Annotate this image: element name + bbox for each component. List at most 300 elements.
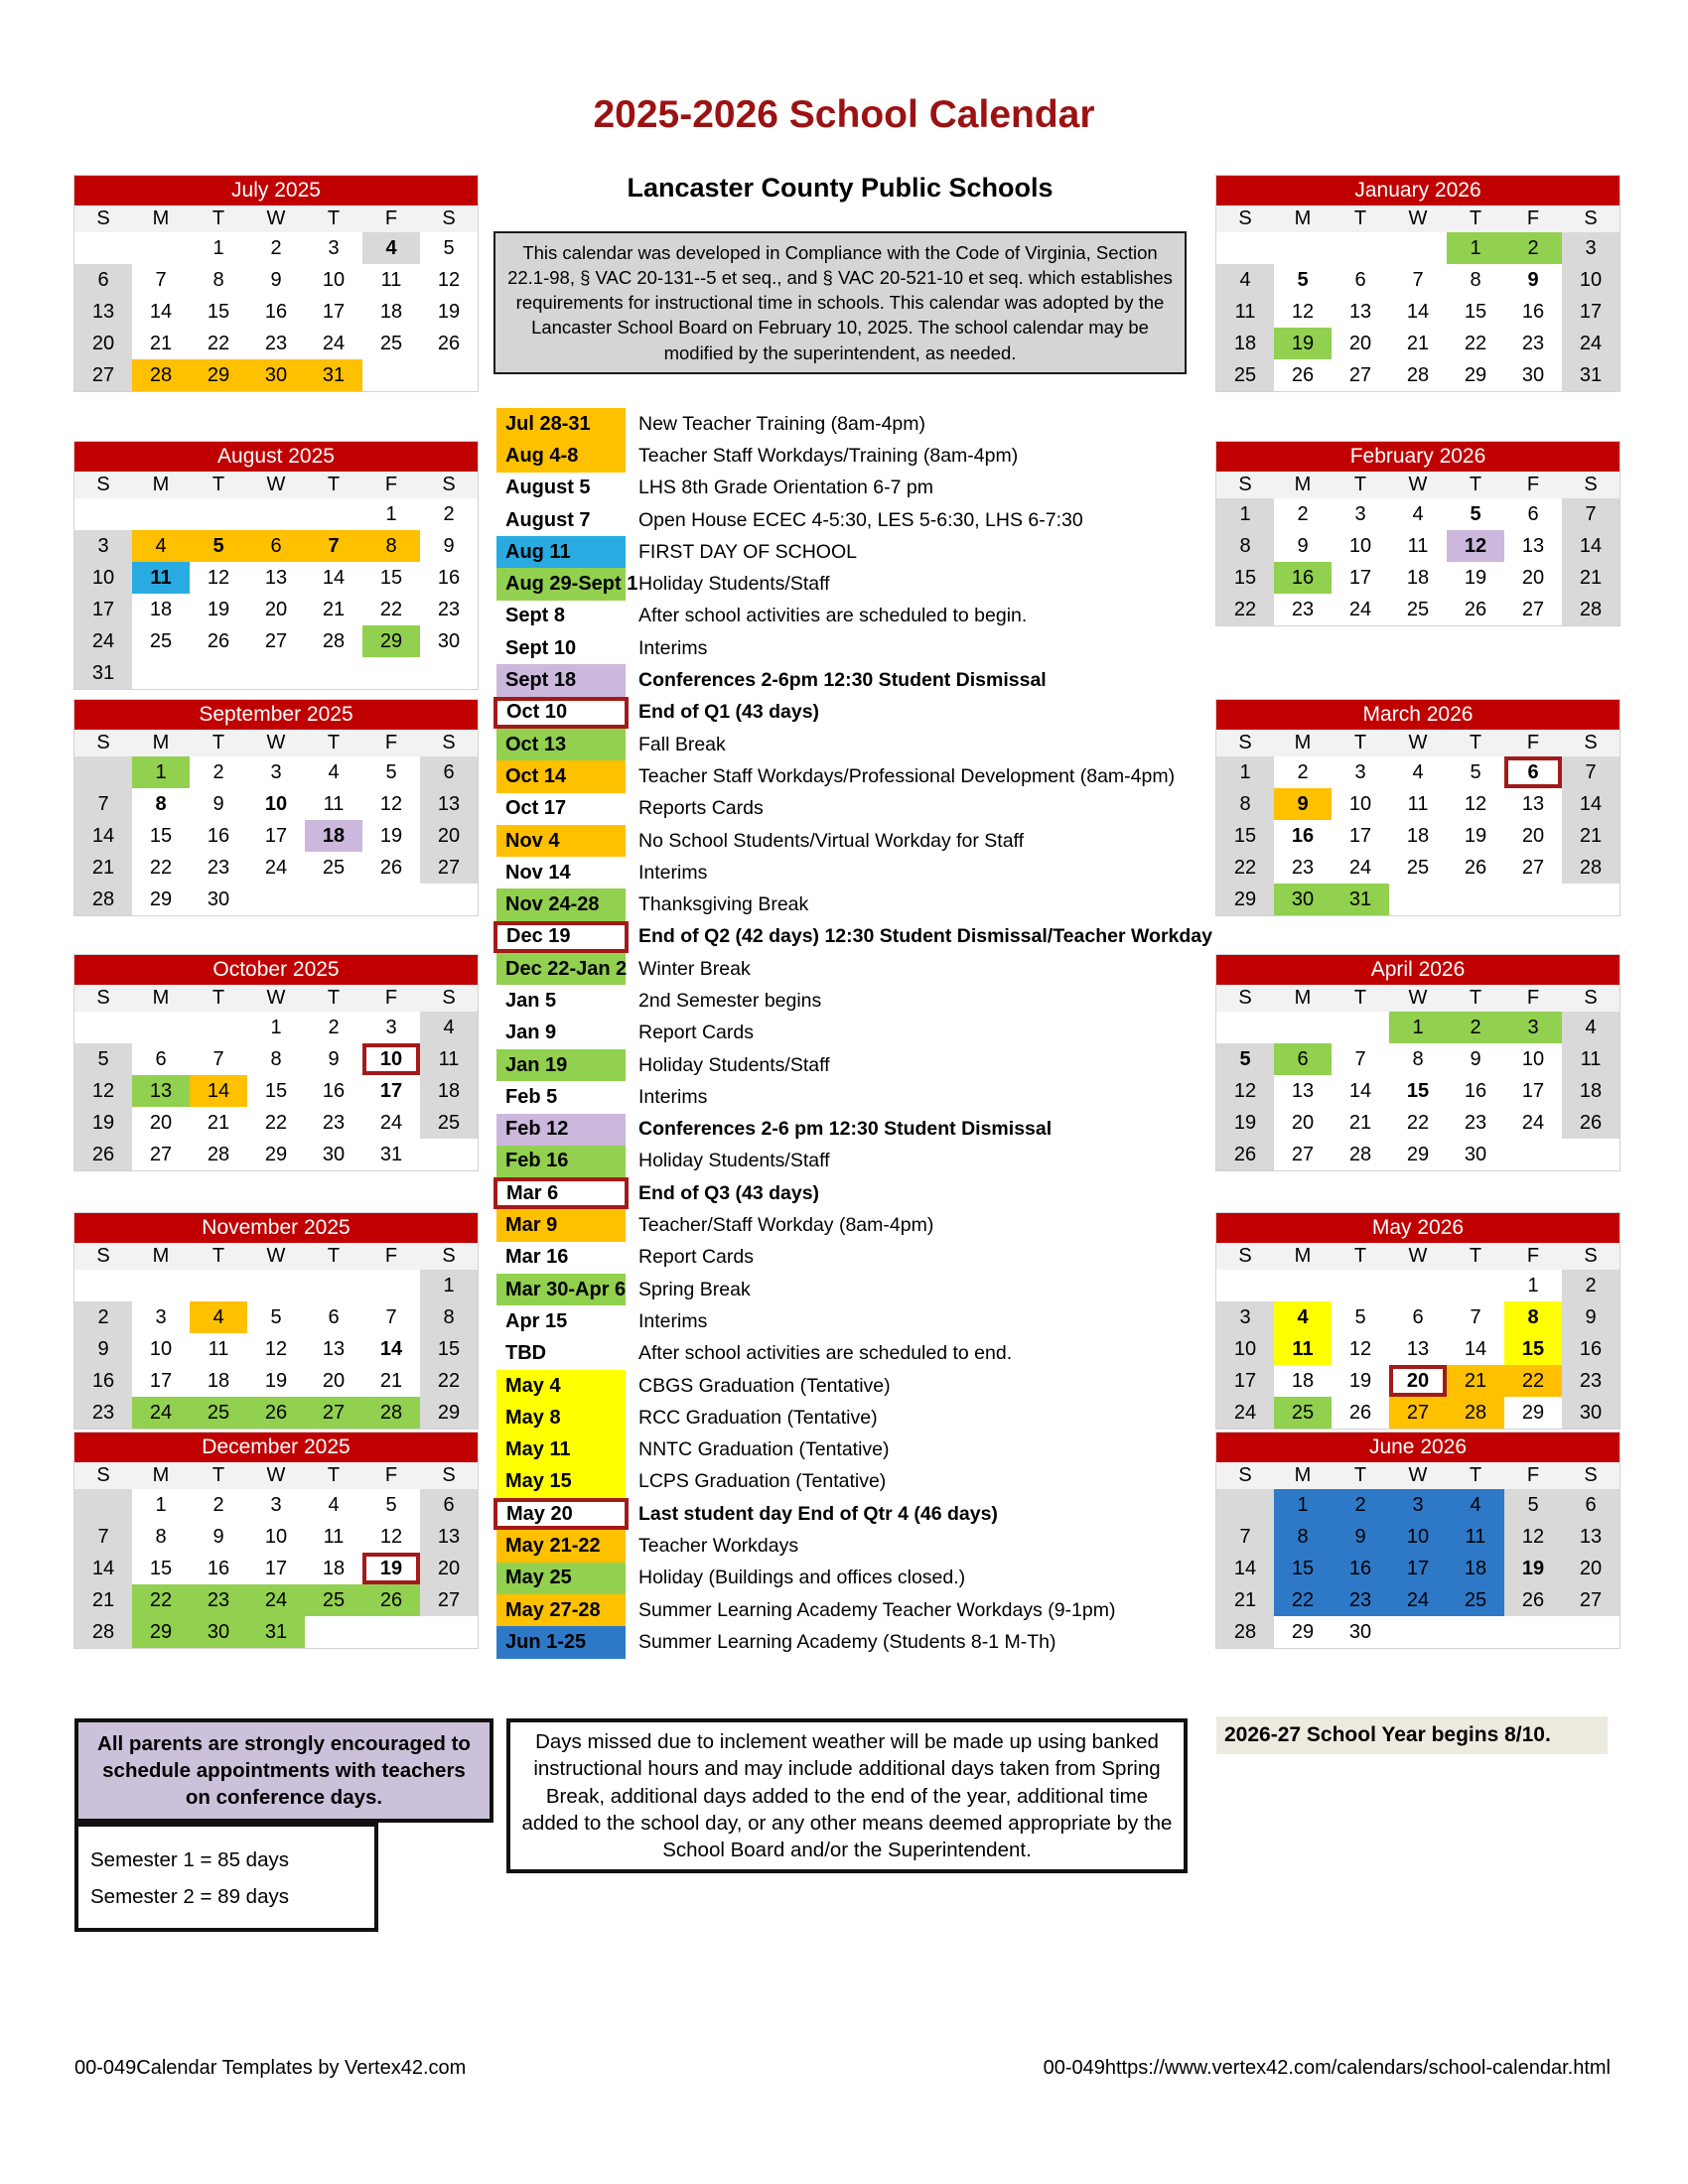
day-cell: 26 xyxy=(379,857,403,879)
event-description: New Teacher Training (8am-4pm) xyxy=(638,412,926,435)
day-cell: 17 xyxy=(149,1370,173,1392)
day-cell: 18 xyxy=(1406,825,1430,847)
day-cell: 24 xyxy=(1348,857,1372,879)
event-description: End of Q1 (43 days) xyxy=(638,701,820,724)
day-cell: 1 xyxy=(1274,1489,1332,1521)
day-cell xyxy=(190,657,247,689)
day-cell: 11 xyxy=(1407,535,1429,557)
day-cell: 24 xyxy=(132,1397,190,1429)
weekday-label: T xyxy=(1469,207,1482,229)
day-cell: 29 xyxy=(264,1144,288,1165)
day-cell: 15 xyxy=(264,1080,288,1102)
day-cell: 8 xyxy=(420,1301,478,1333)
day-cell: 2 xyxy=(270,237,282,259)
day-cell: 14 xyxy=(1406,301,1430,323)
day-cell: 26 xyxy=(74,1139,132,1170)
day-cell: 20 xyxy=(420,820,478,852)
weekday-header-row xyxy=(74,1462,478,1489)
day-cell: 11 xyxy=(1447,1521,1504,1553)
event-row xyxy=(493,1466,1189,1498)
weekday-label: T xyxy=(1353,732,1367,753)
day-cell: 5 xyxy=(385,1494,397,1516)
day-cell: 29 xyxy=(1291,1621,1315,1643)
day-cell: 30 xyxy=(247,359,305,391)
day-cell: 12 xyxy=(207,567,230,589)
day-cell: 14 xyxy=(1464,1338,1487,1360)
day-cell: 4 xyxy=(328,761,340,783)
event-row xyxy=(493,760,1189,792)
event-date-chip: May 20 xyxy=(493,1498,629,1530)
day-cell: 11 xyxy=(323,793,345,815)
weekday-label: S xyxy=(1584,207,1598,229)
day-cell: 3 xyxy=(1216,1301,1274,1333)
day-cell: 1 xyxy=(132,756,190,788)
day-cell: 27 xyxy=(1389,1397,1447,1429)
day-cell: 13 xyxy=(74,296,132,328)
day-cell: 11 xyxy=(1216,296,1274,328)
day-cell: 13 xyxy=(322,1338,346,1360)
day-cell xyxy=(420,1139,478,1170)
day-cell: 25 xyxy=(1447,1584,1504,1616)
day-cell: 8 xyxy=(1470,269,1481,291)
event-row xyxy=(493,1114,1189,1146)
event-description: 2nd Semester begins xyxy=(638,989,822,1012)
day-cell: 23 xyxy=(207,857,230,879)
day-cell: 17 xyxy=(1348,567,1372,589)
weekday-label: S xyxy=(1238,207,1252,229)
day-cell: 7 xyxy=(212,1048,224,1070)
weekday-label: S xyxy=(96,732,110,753)
day-cell: 9 xyxy=(328,1048,340,1070)
day-cell: 12 xyxy=(1504,1521,1562,1553)
event-row xyxy=(493,857,1189,888)
day-cell: 22 xyxy=(1216,852,1274,884)
weekday-header-row xyxy=(74,1243,478,1270)
key-dates-list xyxy=(493,408,1212,1659)
day-cell: 28 xyxy=(74,1616,132,1648)
day-cell: 2 xyxy=(74,1301,132,1333)
day-cell xyxy=(74,498,132,530)
event-row xyxy=(493,888,1189,920)
weekday-label: F xyxy=(384,732,398,753)
day-cell: 26 xyxy=(247,1397,305,1429)
day-cell: 20 xyxy=(322,1370,346,1392)
day-cell: 17 xyxy=(379,1080,403,1102)
event-date-chip: May 11 xyxy=(496,1434,626,1466)
event-description: Conferences 2-6pm 12:30 Student Dismissal xyxy=(638,669,1047,692)
event-row xyxy=(493,504,1189,536)
day-cell: 4 xyxy=(1216,264,1274,296)
event-description: FIRST DAY OF SCHOOL xyxy=(638,540,857,563)
day-cell xyxy=(1389,232,1447,264)
day-cell: 29 xyxy=(420,1397,478,1429)
day-cell: 5 xyxy=(1470,761,1481,783)
day-cell: 10 xyxy=(1348,535,1372,557)
weekday-label: W xyxy=(266,732,286,753)
event-row xyxy=(493,536,1189,568)
weekday-label: T xyxy=(327,732,341,753)
event-description: After school activities are scheduled to end. xyxy=(638,1342,1013,1365)
event-row xyxy=(493,1594,1189,1626)
event-description: Interims xyxy=(638,1309,708,1332)
day-cell: 3 xyxy=(1504,1012,1562,1043)
day-cell: 25 xyxy=(322,857,346,879)
day-cell: 2 xyxy=(1447,1012,1504,1043)
district-name: Lancaster County Public Schools xyxy=(627,173,1054,203)
day-cell: 30 xyxy=(1521,364,1545,386)
event-description: LCPS Graduation (Tentative) xyxy=(638,1470,887,1493)
weekday-label: M xyxy=(152,207,170,229)
day-cell: 10 xyxy=(264,793,288,815)
day-cell: 6 xyxy=(1562,1489,1619,1521)
day-cell: 14 xyxy=(1216,1553,1274,1584)
day-cell: 6 xyxy=(420,1489,478,1521)
day-cell: 31 xyxy=(305,359,362,391)
day-cell xyxy=(362,657,420,689)
day-cell xyxy=(190,1012,247,1043)
day-cell: 23 xyxy=(1291,599,1315,620)
day-cell: 22 xyxy=(379,599,403,620)
day-cell: 16 xyxy=(437,567,461,589)
day-cell: 14 xyxy=(322,567,346,589)
day-cell: 27 xyxy=(74,359,132,391)
weekday-header-row xyxy=(1216,985,1619,1012)
event-description: Reports Cards xyxy=(638,797,764,820)
day-cell: 14 xyxy=(74,820,132,852)
day-cell: 3 xyxy=(270,761,282,783)
day-cell: 10 xyxy=(1521,1048,1545,1070)
day-cell: 7 xyxy=(74,1521,132,1553)
event-row xyxy=(493,1402,1189,1433)
day-cell: 24 xyxy=(379,1112,403,1134)
day-cell xyxy=(1504,1139,1562,1170)
day-cell xyxy=(420,1616,478,1648)
day-cell xyxy=(247,884,305,915)
day-cell: 17 xyxy=(74,594,132,625)
weekday-label: S xyxy=(1238,1464,1252,1486)
weekday-label: T xyxy=(1353,987,1367,1009)
day-cell: 13 xyxy=(420,1521,478,1553)
day-cell: 5 xyxy=(1470,503,1481,525)
day-cell xyxy=(362,359,420,391)
day-cell: 1 xyxy=(1216,498,1274,530)
day-cell xyxy=(247,498,305,530)
day-cell: 7 xyxy=(1470,1306,1481,1328)
event-row xyxy=(493,1498,1189,1530)
day-cell: 8 xyxy=(1412,1048,1424,1070)
day-cell: 24 xyxy=(1521,1112,1545,1134)
day-cell xyxy=(190,1270,247,1301)
day-cell xyxy=(1274,1270,1332,1301)
day-cell: 22 xyxy=(149,857,173,879)
weekday-label: S xyxy=(442,987,456,1009)
day-cell xyxy=(1274,1012,1332,1043)
day-cell: 23 xyxy=(1521,333,1545,354)
event-date-chip: May 27-28 xyxy=(496,1594,626,1626)
day-cell: 9 xyxy=(443,535,455,557)
day-cell: 4 xyxy=(132,530,190,562)
day-cell xyxy=(1389,884,1447,915)
event-date-chip: May 25 xyxy=(496,1563,626,1594)
weekday-label: S xyxy=(442,207,456,229)
day-cell: 18 xyxy=(207,1370,230,1392)
day-cell: 18 xyxy=(1562,1075,1619,1107)
day-cell: 24 xyxy=(1562,328,1619,359)
day-cell: 28 xyxy=(322,630,346,652)
event-description: Holiday Students/Staff xyxy=(638,1053,830,1076)
weekday-label: M xyxy=(152,732,170,753)
weekday-header-row xyxy=(74,472,478,498)
day-cell: 15 xyxy=(1216,562,1274,594)
day-cell: 4 xyxy=(1274,1301,1332,1333)
event-row xyxy=(493,1434,1189,1466)
month-header: August 2025 xyxy=(74,442,478,472)
event-row xyxy=(493,664,1189,696)
day-cell: 14 xyxy=(1562,788,1619,820)
event-row xyxy=(493,1274,1189,1305)
day-cell xyxy=(132,1270,190,1301)
event-date-chip: Jun 1-25 xyxy=(496,1626,626,1658)
event-row xyxy=(493,985,1189,1017)
event-description: End of Q2 (42 days) 12:30 Student Dismissal/Teacher Workday xyxy=(638,925,1212,948)
weekday-label: T xyxy=(1469,474,1482,495)
event-description: End of Q3 (43 days) xyxy=(638,1181,820,1204)
day-cell: 18 xyxy=(149,599,173,620)
day-cell xyxy=(1216,232,1274,264)
day-cell: 14 xyxy=(149,301,173,323)
day-cell: 12 xyxy=(1348,1338,1372,1360)
weekday-label: T xyxy=(211,987,225,1009)
day-cell: 14 xyxy=(74,1553,132,1584)
day-cell: 14 xyxy=(1348,1080,1372,1102)
day-cell xyxy=(1389,1616,1447,1648)
weekday-label: T xyxy=(327,1245,341,1267)
weekday-label: S xyxy=(1584,1245,1598,1267)
day-cell: 23 xyxy=(322,1112,346,1134)
day-cell: 25 xyxy=(305,1584,362,1616)
day-cell: 28 xyxy=(1447,1397,1504,1429)
day-cell: 7 xyxy=(155,269,167,291)
day-cell: 2 xyxy=(1504,232,1562,264)
day-cell: 9 xyxy=(74,1333,132,1365)
day-cell: 5 xyxy=(443,237,455,259)
day-cell: 10 xyxy=(1348,793,1372,815)
event-row xyxy=(493,1530,1189,1562)
day-cell: 10 xyxy=(149,1338,173,1360)
day-cell: 26 xyxy=(1464,599,1487,620)
weekday-header-row xyxy=(1216,472,1619,498)
weekday-label: W xyxy=(266,474,286,495)
day-cell: 25 xyxy=(1274,1397,1332,1429)
day-cell: 13 xyxy=(1521,535,1545,557)
weekday-label: W xyxy=(1408,207,1428,229)
day-cell: 22 xyxy=(264,1112,288,1134)
day-cell: 20 xyxy=(1562,1553,1619,1584)
day-cell: 19 xyxy=(74,1107,132,1139)
weekday-label: M xyxy=(1294,732,1312,753)
day-cell xyxy=(362,1616,420,1648)
day-cell: 22 xyxy=(1406,1112,1430,1134)
month-june-2026 xyxy=(1216,1433,1619,1648)
month-march-2026 xyxy=(1216,700,1619,915)
day-cell: 3 xyxy=(328,237,340,259)
day-cell: 16 xyxy=(1291,825,1315,847)
month-december-2025 xyxy=(74,1433,478,1648)
day-cell: 18 xyxy=(379,301,403,323)
day-cell: 6 xyxy=(155,1048,167,1070)
day-cell: 3 xyxy=(1354,503,1366,525)
weekday-label: W xyxy=(1408,474,1428,495)
event-date-chip: May 4 xyxy=(496,1370,626,1402)
day-cell: 31 xyxy=(379,1144,403,1165)
event-description: After school activities are scheduled to begin. xyxy=(638,605,1028,627)
day-cell: 5 xyxy=(270,1306,282,1328)
event-row xyxy=(493,1049,1189,1081)
event-row xyxy=(493,793,1189,825)
inclement-weather-note: Days missed due to inclement weather will be made up using banked instructional hours and may include additional days taken from Spring Break, additional days added to the end of the year, additional time added to the school day, or any other means deemed appropriate by the School Board and/or the Superintendent. xyxy=(506,1718,1188,1873)
day-cell: 28 xyxy=(1562,852,1619,884)
weekday-label: T xyxy=(1469,732,1482,753)
day-cell xyxy=(247,1270,305,1301)
weekday-label: T xyxy=(211,732,225,753)
day-cell: 31 xyxy=(74,657,132,689)
day-cell: 2 xyxy=(212,1494,224,1516)
day-cell: 15 xyxy=(1504,1333,1562,1365)
event-date-chip: Mar 30-Apr 6 xyxy=(496,1274,626,1305)
event-date-chip: Oct 13 xyxy=(496,729,626,760)
weekday-label: F xyxy=(384,474,398,495)
day-cell: 10 xyxy=(264,1526,288,1548)
day-cell: 21 xyxy=(1348,1112,1372,1134)
day-cell: 12 xyxy=(379,793,403,815)
day-cell: 20 xyxy=(264,599,288,620)
day-cell xyxy=(1216,1012,1274,1043)
weekday-label: W xyxy=(1408,1245,1428,1267)
day-cell: 3 xyxy=(270,1494,282,1516)
day-cell: 4 xyxy=(1412,503,1424,525)
weekday-label: S xyxy=(1584,987,1598,1009)
day-cell: 16 xyxy=(74,1365,132,1397)
event-row xyxy=(493,1018,1189,1049)
day-cell: 27 xyxy=(149,1144,173,1165)
event-row xyxy=(493,1242,1189,1274)
semester-2-days: Semester 2 = 89 days xyxy=(90,1884,289,1908)
month-header: January 2026 xyxy=(1216,176,1619,205)
day-cell: 27 xyxy=(305,1397,362,1429)
day-cell: 14 xyxy=(1562,530,1619,562)
day-cell: 7 xyxy=(1354,1048,1366,1070)
day-cell: 13 xyxy=(132,1075,190,1107)
day-cell: 10 xyxy=(74,562,132,594)
day-cell: 8 xyxy=(155,793,167,815)
month-header: July 2025 xyxy=(74,176,478,205)
day-cell: 28 xyxy=(1216,1616,1274,1648)
day-cell xyxy=(305,498,362,530)
day-cell: 14 xyxy=(190,1075,247,1107)
day-cell: 17 xyxy=(1562,296,1619,328)
event-description: Report Cards xyxy=(638,1246,754,1269)
day-cell: 22 xyxy=(207,333,230,354)
day-cell: 25 xyxy=(379,333,403,354)
weekday-label: T xyxy=(211,207,225,229)
event-date-chip: Apr 15 xyxy=(505,1309,568,1332)
event-date-chip: Mar 9 xyxy=(496,1209,626,1241)
weekday-label: M xyxy=(1294,474,1312,495)
day-cell: 9 xyxy=(1527,269,1539,291)
day-cell: 31 xyxy=(1332,884,1389,915)
day-cell xyxy=(1447,1270,1504,1301)
day-cell: 23 xyxy=(1464,1112,1487,1134)
day-cell: 21 xyxy=(74,852,132,884)
day-cell: 24 xyxy=(1389,1584,1447,1616)
day-cell: 23 xyxy=(190,1584,247,1616)
weekday-label: T xyxy=(1353,474,1367,495)
event-description: Open House ECEC 4-5:30, LES 5-6:30, LHS 6-7:30 xyxy=(638,508,1083,531)
day-cell: 19 xyxy=(437,301,461,323)
day-cell: 21 xyxy=(379,1370,403,1392)
day-cell: 4 xyxy=(420,1012,478,1043)
day-cell: 2 xyxy=(212,761,224,783)
event-row xyxy=(493,1177,1189,1209)
day-cell: 28 xyxy=(1562,594,1619,625)
event-description: Holiday Students/Staff xyxy=(638,1150,830,1172)
month-november-2025 xyxy=(74,1213,478,1429)
semester-1-days: Semester 1 = 85 days xyxy=(90,1848,289,1871)
day-cell: 2 xyxy=(1562,1270,1619,1301)
day-cell: 26 xyxy=(437,333,461,354)
day-cell: 26 xyxy=(1216,1139,1274,1170)
month-february-2026 xyxy=(1216,442,1619,625)
day-cell: 6 xyxy=(420,756,478,788)
day-cell xyxy=(1447,1616,1504,1648)
day-cell: 11 xyxy=(208,1338,229,1360)
day-cell: 17 xyxy=(1348,825,1372,847)
day-cell: 13 xyxy=(420,788,478,820)
weekday-label: T xyxy=(211,1245,225,1267)
day-cell: 20 xyxy=(1291,1112,1315,1134)
weekday-label: T xyxy=(327,987,341,1009)
day-cell: 26 xyxy=(1562,1107,1619,1139)
day-cell: 12 xyxy=(1447,530,1504,562)
weekday-label: T xyxy=(327,1464,341,1486)
day-cell: 20 xyxy=(1521,567,1545,589)
event-row xyxy=(493,1081,1189,1113)
day-cell: 15 xyxy=(379,567,403,589)
semester-days-box xyxy=(74,1823,378,1932)
day-cell: 12 xyxy=(264,1338,288,1360)
day-cell xyxy=(74,756,132,788)
compliance-notice: This calendar was developed in Compliance with the Code of Virginia, Section 22.1-98, § VAC 20-131--5 et seq., and § VAC 20-521-10 et seq. which establishes requirements for instructional time in schools. This calendar was adopted by the Lancaster School Board on February 10, 2025. The school calendar may be modified by the superintendent, as needed. xyxy=(493,231,1187,374)
day-cell: 8 xyxy=(1216,788,1274,820)
day-cell: 6 xyxy=(74,264,132,296)
event-row xyxy=(493,1626,1189,1658)
month-header: February 2026 xyxy=(1216,442,1619,472)
day-cell: 27 xyxy=(420,1584,478,1616)
day-cell: 12 xyxy=(1291,301,1315,323)
event-date-chip: Aug 4-8 xyxy=(496,440,626,472)
day-cell: 22 xyxy=(1464,333,1487,354)
event-row xyxy=(493,568,1189,600)
day-cell: 1 xyxy=(155,1494,167,1516)
day-cell: 11 xyxy=(1274,1333,1332,1365)
day-cell: 21 xyxy=(74,1584,132,1616)
weekday-header-row xyxy=(74,205,478,232)
day-cell: 22 xyxy=(1216,594,1274,625)
day-cell: 13 xyxy=(1521,793,1545,815)
event-description: Spring Break xyxy=(638,1278,751,1300)
day-cell: 29 xyxy=(1521,1402,1545,1424)
parents-conference-note: All parents are strongly encouraged to schedule appointments with teachers on conference days. xyxy=(74,1718,493,1823)
